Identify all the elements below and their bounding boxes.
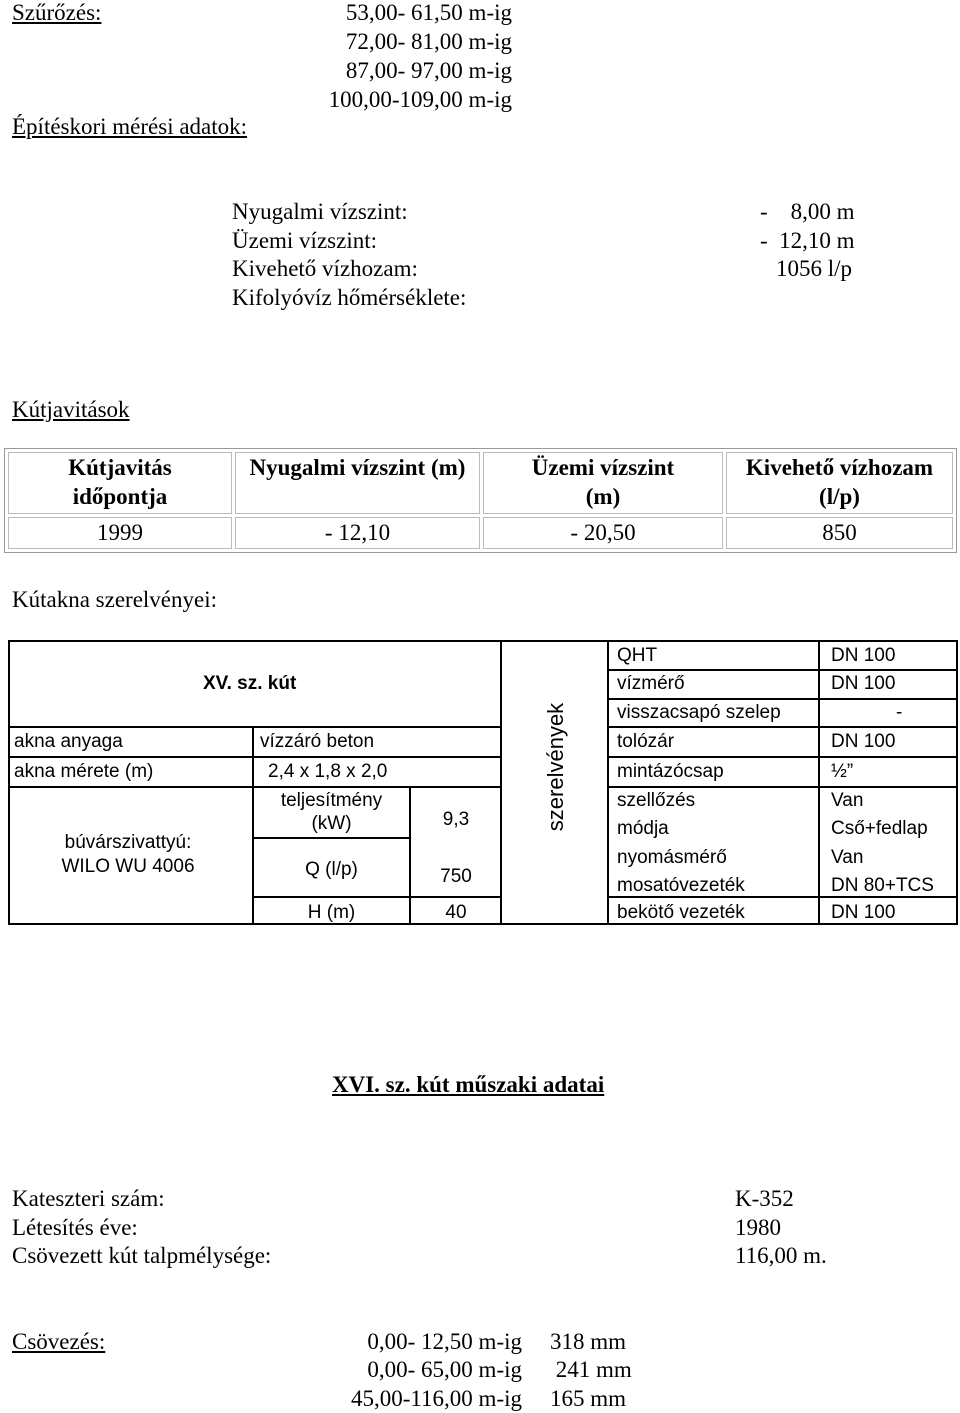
row-divider — [252, 837, 410, 839]
csovezes-diameter: 165 mm — [550, 1386, 627, 1411]
row-divider — [8, 786, 502, 788]
akna-merete-value: 2,4 x 1,8 x 2,0 — [268, 761, 388, 782]
fitting-name: vízmérő — [617, 673, 685, 694]
fitting-name: visszacsapó szelep — [617, 702, 781, 723]
table-border — [8, 640, 10, 925]
fitting-name: tolózár — [617, 731, 675, 752]
table-cell: 850 — [726, 517, 953, 549]
meres-value: - 12,10 m — [760, 228, 855, 253]
fitting-name: bekötő vezeték — [617, 902, 745, 923]
akna-anyaga-value: vízzáró beton — [260, 731, 375, 752]
xvi-label: Létesítés éve: — [12, 1215, 138, 1240]
header-cell — [8, 452, 232, 514]
row-divider — [8, 726, 502, 728]
csovezes-range: 0,00- 65,00 m-ig — [367, 1357, 522, 1382]
pump-param-value: 750 — [440, 866, 472, 887]
table-header-row — [8, 452, 953, 514]
fitting-value: Cső+fedlap — [831, 818, 928, 839]
szures-range: 100,00-109,00 m-ig — [328, 87, 512, 112]
xvi-label: Csövezett kút talpmélysége: — [12, 1243, 272, 1268]
header-cell — [726, 452, 953, 514]
fitting-value: - — [896, 702, 903, 723]
fitting-name: QHT — [617, 645, 658, 666]
pump-model: WILO WU 4006 — [61, 856, 195, 877]
table-cell: - 12,10 — [235, 517, 480, 549]
xvi-value: K-352 — [735, 1186, 794, 1211]
fitting-name: mintázócsap — [617, 761, 724, 782]
row-divider — [607, 698, 958, 700]
fitting-name: módja — [617, 818, 669, 839]
pump-param-value: 9,3 — [442, 809, 470, 830]
row-divider — [252, 896, 502, 898]
xvi-value: 116,00 m. — [735, 1243, 827, 1268]
header-line: (l/p) — [819, 484, 860, 509]
meres-label: Kivehető vízhozam: — [232, 256, 418, 281]
pump-param-label: teljesítmény — [280, 790, 383, 811]
kutjavitasok-title: Kútjavitások — [12, 397, 130, 422]
table-cell: 1999 — [8, 517, 232, 549]
xvi-value: 1980 — [735, 1215, 781, 1240]
row-divider — [8, 756, 502, 758]
meres-value: 1056 l/p — [776, 256, 853, 281]
csovezes-range: 45,00-116,00 m-ig — [351, 1386, 522, 1411]
meres-label: Üzemi vízszint: — [232, 228, 377, 253]
pump-param-label: (kW) — [311, 813, 352, 834]
meres-value: - 8,00 m — [760, 199, 855, 224]
fitting-value: DN 100 — [831, 673, 896, 694]
header-line: Kútjavitás — [68, 455, 172, 480]
row-divider — [607, 669, 958, 671]
akna-anyaga-label: akna anyaga — [14, 731, 123, 752]
table-border — [8, 640, 958, 642]
fitting-name: nyomásmérő — [617, 847, 727, 868]
csovezes-label: Csövezés: — [12, 1329, 106, 1354]
xvi-title: XVI. sz. kút műszaki adatai — [332, 1072, 605, 1097]
xvi-label: Kateszteri szám: — [12, 1186, 165, 1211]
table-border — [956, 640, 958, 925]
column-divider — [818, 640, 820, 925]
csovezes-range: 0,00- 12,50 m-ig — [367, 1329, 522, 1354]
fitting-value: Van — [831, 790, 864, 811]
szures-range: 72,00- 81,00 m-ig — [345, 29, 512, 54]
column-divider — [607, 640, 609, 925]
header-line: (m) — [585, 484, 621, 509]
szures-range: 53,00- 61,50 m-ig — [345, 0, 512, 25]
szerelvenyek-label: szerelvények — [543, 702, 568, 832]
fitting-value: Van — [831, 847, 864, 868]
fittings-table — [8, 640, 958, 925]
csovezes-diameter: 318 mm — [550, 1329, 627, 1354]
header-line: Kivehető vízhozam — [745, 455, 934, 480]
fitting-value: ½” — [831, 761, 854, 782]
pump-param-label: H (m) — [307, 902, 356, 923]
table-cell: - 20,50 — [483, 517, 723, 549]
pump-label: búvárszivattyú: — [64, 832, 192, 853]
row-divider — [607, 756, 958, 758]
table-row — [8, 517, 953, 549]
akna-merete-label: akna mérete (m) — [14, 761, 154, 782]
header-line: Nyugalmi vízszint (m) — [249, 455, 466, 480]
epiteskori-label: Építéskori mérési adatok: — [12, 114, 248, 139]
szures-range: 87,00- 97,00 m-ig — [345, 58, 512, 83]
kutakna-title: Kútakna szerelvényei: — [12, 587, 217, 612]
meres-label: Kifolyóvíz hőmérséklete: — [232, 285, 467, 310]
fitting-name: szellőzés — [617, 790, 696, 811]
csovezes-diameter: 241 mm — [550, 1357, 632, 1382]
fitting-value: DN 80+TCS — [831, 875, 934, 896]
pump-param-label: Q (l/p) — [305, 859, 358, 880]
fitting-name: mosatóvezeték — [617, 875, 745, 896]
fitting-value: DN 100 — [831, 731, 896, 752]
szures-label: Szűrőzés: — [12, 0, 102, 25]
pump-param-value: 40 — [445, 902, 467, 923]
kutjavitasok-table — [4, 448, 957, 553]
row-divider — [607, 726, 958, 728]
header-line: Üzemi vízszint — [531, 455, 675, 480]
meres-label: Nyugalmi vízszint: — [232, 199, 408, 224]
header-cell — [483, 452, 723, 514]
fitting-value: DN 100 — [831, 645, 896, 666]
kut-title: XV. sz. kút — [203, 673, 297, 694]
fitting-value: DN 100 — [831, 902, 896, 923]
header-line: időpontja — [72, 484, 168, 509]
header-cell — [235, 452, 480, 514]
row-divider — [607, 786, 958, 788]
